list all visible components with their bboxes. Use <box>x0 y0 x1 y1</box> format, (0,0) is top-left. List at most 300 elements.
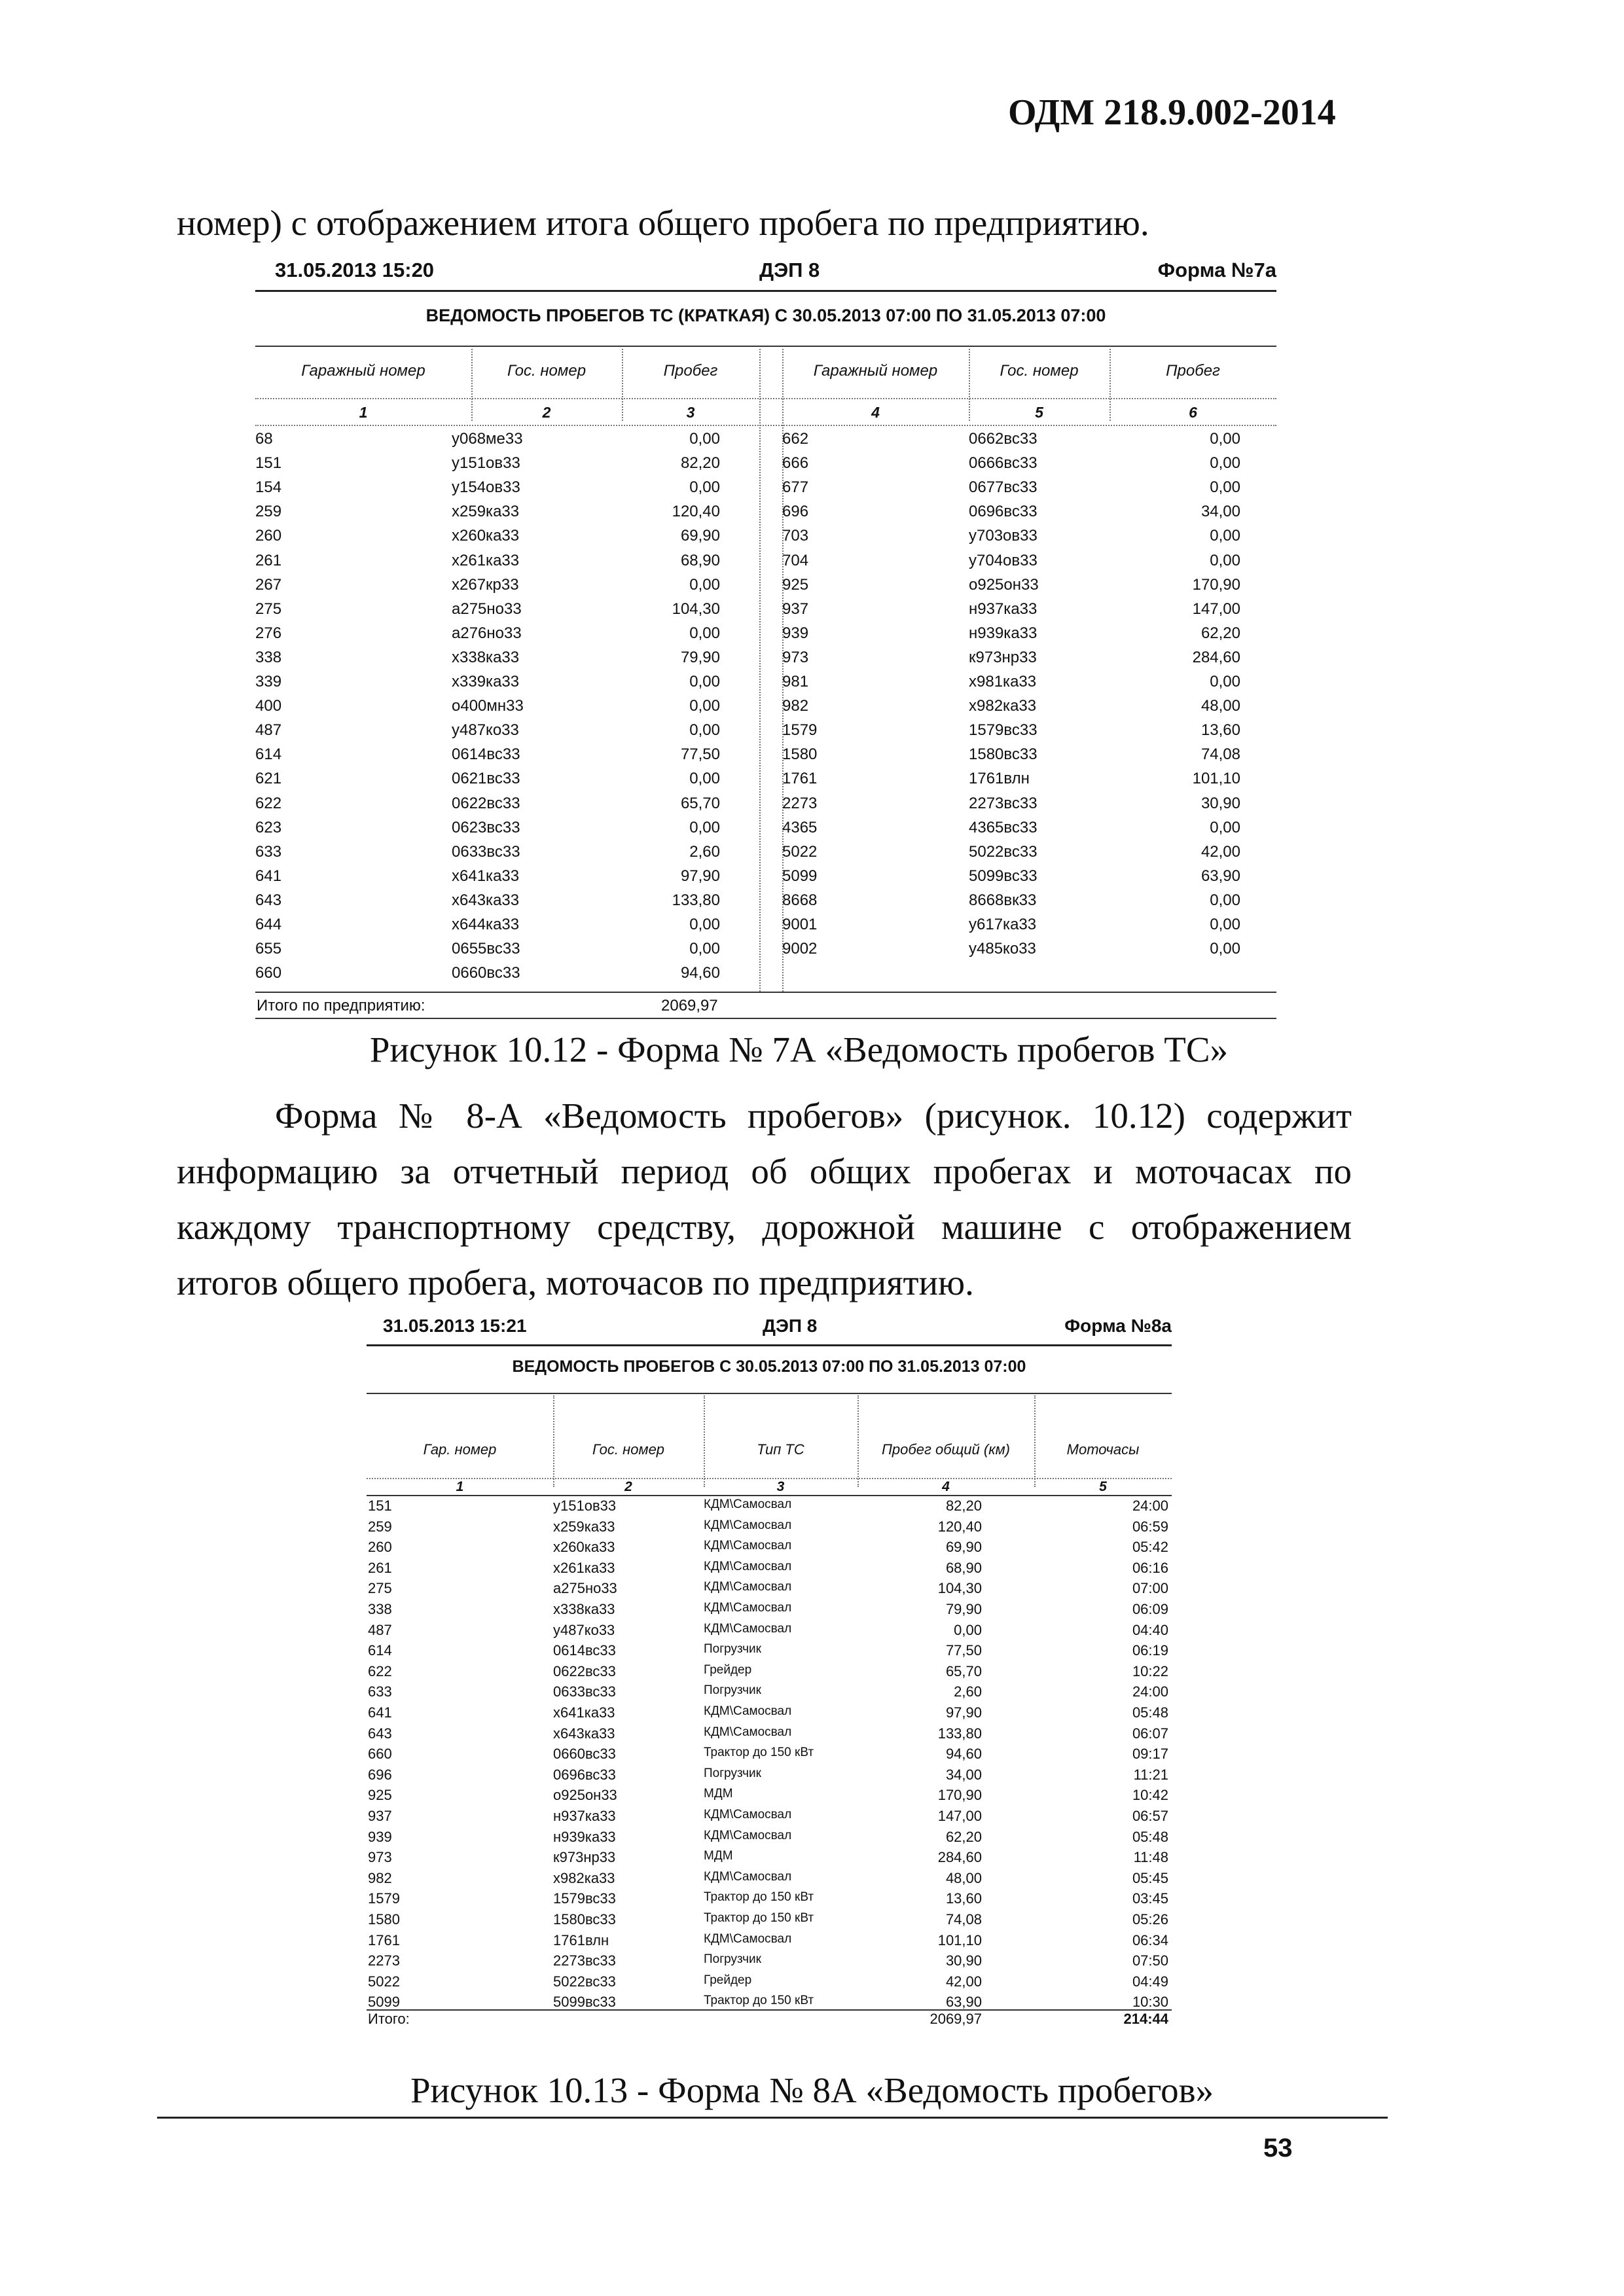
figure-caption-2 <box>0 2070 1624 2111</box>
table-cell: 133,80 <box>672 891 720 909</box>
table-cell: х981ка33 <box>969 673 1037 691</box>
form7-column-separator <box>759 349 761 992</box>
table-cell: 1580 <box>368 1911 400 1928</box>
table-cell: 30,90 <box>945 1952 982 1969</box>
table-cell: 261 <box>255 551 282 569</box>
table-cell: Трактор до 150 кВт <box>704 1890 814 1905</box>
form7-total-label: Итого по предприятию: <box>257 997 425 1014</box>
table-cell: 48,00 <box>1200 697 1240 715</box>
table-cell: 147,00 <box>937 1808 982 1824</box>
table-cell: 74,08 <box>1200 745 1240 764</box>
table-cell: 0,00 <box>689 721 720 740</box>
table-cell: 68,90 <box>680 551 720 569</box>
table-cell: 982 <box>368 1869 392 1886</box>
table-cell: 338 <box>255 648 282 666</box>
table-cell: 0,00 <box>1210 454 1240 473</box>
table-cell: о925он33 <box>969 575 1039 594</box>
table-cell: 275 <box>255 600 282 618</box>
table-cell: у487ко33 <box>553 1621 615 1638</box>
form7-title: ВЕДОМОСТЬ ПРОБЕГОВ ТС (КРАТКАЯ) С 30.05.2013 07:00 ПО 31.05.2013 07:00 <box>425 306 1106 325</box>
table-cell: 660 <box>368 1746 392 1763</box>
table-cell: к973нр33 <box>553 1849 616 1866</box>
table-cell: 339 <box>255 673 282 691</box>
form7-column-number: 5 <box>1035 404 1043 421</box>
table-cell: х261ка33 <box>452 551 520 569</box>
form8-form-number: Форма №8а <box>1064 1316 1172 1336</box>
table-cell: 42,00 <box>945 1973 982 1990</box>
form8-column-number: 3 <box>776 1479 785 1494</box>
table-cell: 1579 <box>368 1890 400 1907</box>
table-cell: 24:00 <box>1132 1498 1168 1514</box>
table-cell: КДМ\Самосвал <box>704 1559 792 1573</box>
table-cell: 660 <box>255 964 282 982</box>
table-cell: 170,90 <box>937 1787 982 1804</box>
table-cell: Трактор до 150 кВт <box>704 1746 814 1760</box>
table-cell: 276 <box>255 624 282 642</box>
table-cell: 2273 <box>782 794 818 812</box>
form7-colnum-divider <box>255 425 1276 426</box>
form-8a <box>367 1316 1172 2029</box>
paragraph-line-3: каждому транспортному средству, дорожной машине с отображением <box>177 1207 1352 1247</box>
table-cell: н937ка33 <box>553 1808 616 1824</box>
table-cell: х267кр33 <box>452 575 519 594</box>
table-cell: 42,00 <box>1200 842 1240 861</box>
table-cell: 0666вс33 <box>969 454 1038 473</box>
table-cell: 633 <box>368 1683 392 1700</box>
table-cell: у151ов33 <box>553 1498 617 1514</box>
table-cell: 0,00 <box>689 575 720 594</box>
table-cell: 1579вс33 <box>969 721 1038 740</box>
table-cell: Грейдер <box>704 1973 752 1987</box>
table-cell: Погрузчик <box>704 1952 761 1967</box>
table-cell: Трактор до 150 кВт <box>704 1994 814 2008</box>
table-cell: 2273вс33 <box>969 794 1038 812</box>
table-cell: 0,00 <box>689 916 720 933</box>
table-cell: н939ка33 <box>969 624 1038 642</box>
form8-title: ВЕДОМОСТЬ ПРОБЕГОВ С 30.05.2013 07:00 ПО 31.05.2013 07:00 <box>512 1357 1026 1376</box>
table-cell: у617ка33 <box>969 916 1037 933</box>
table-cell: 614 <box>255 745 282 764</box>
table-cell: 662 <box>782 430 809 448</box>
table-cell: Погрузчик <box>704 1683 761 1698</box>
table-cell: 1579вс33 <box>553 1890 616 1907</box>
table-cell: 0622вс33 <box>553 1662 616 1679</box>
form7-total-value: 2069,97 <box>661 997 718 1014</box>
table-cell: 260 <box>368 1539 392 1556</box>
table-cell: 1580вс33 <box>969 745 1038 764</box>
table-cell: КДМ\Самосвал <box>704 1498 792 1511</box>
table-cell: 0633вс33 <box>553 1683 616 1700</box>
table-cell: 2273 <box>368 1952 400 1969</box>
table-cell: 0,00 <box>1210 916 1240 933</box>
table-cell: у151ов33 <box>452 454 520 473</box>
table-cell: 133,80 <box>937 1725 982 1742</box>
table-cell: х259ка33 <box>553 1518 615 1535</box>
table-cell: 925 <box>782 575 809 594</box>
table-cell: 09:17 <box>1132 1746 1168 1763</box>
table-cell: 34,00 <box>1200 503 1240 521</box>
form7-top-rule <box>255 290 1276 292</box>
table-cell: 0,00 <box>689 697 720 715</box>
table-cell: 07:00 <box>1132 1580 1168 1597</box>
table-cell: 1580 <box>782 745 818 764</box>
table-cell: 94,60 <box>680 964 720 982</box>
table-cell: 259 <box>255 503 282 521</box>
table-cell: 0614вс33 <box>452 745 520 764</box>
table-cell: 68,90 <box>945 1559 982 1576</box>
table-cell: 0,00 <box>689 624 720 642</box>
table-cell: 05:26 <box>1132 1911 1168 1928</box>
table-cell: 62,20 <box>945 1828 982 1845</box>
paragraph-line-1: Форма № 8-А «Ведомость пробегов» (рисунок. 10.12) содержит <box>275 1096 1352 1136</box>
table-cell: 63,90 <box>1200 867 1240 885</box>
form7-column-number: 6 <box>1189 404 1197 421</box>
table-cell: 0,00 <box>954 1621 982 1638</box>
table-cell: 79,90 <box>680 648 720 666</box>
table-cell: 275 <box>368 1580 392 1597</box>
table-cell: о400мн33 <box>452 697 524 715</box>
table-cell: 65,70 <box>680 794 720 812</box>
table-cell: КДМ\Самосвал <box>704 1539 792 1553</box>
caption-2-text: Рисунок 10.13 - Форма № 8А «Ведомость пробегов» <box>410 2070 1214 2110</box>
table-cell: 5022 <box>782 842 818 861</box>
page-number: 53 <box>1263 2134 1293 2162</box>
table-cell: 0,00 <box>689 770 720 788</box>
table-cell: 82,20 <box>945 1498 982 1514</box>
form8-org: ДЭП 8 <box>763 1316 818 1336</box>
table-cell: 104,30 <box>937 1580 982 1597</box>
table-cell: 77,50 <box>680 745 720 764</box>
table-cell: 614 <box>368 1642 392 1659</box>
table-cell: 623 <box>255 818 282 836</box>
table-cell: КДМ\Самосвал <box>704 1725 792 1739</box>
table-cell: Грейдер <box>704 1662 752 1677</box>
table-cell: 10:30 <box>1132 1994 1168 2011</box>
table-cell: 284,60 <box>1192 648 1240 666</box>
table-cell: 5022вс33 <box>969 842 1038 861</box>
table-cell: МДМ <box>704 1787 733 1801</box>
form8-header-5: Моточасы <box>1066 1441 1140 1458</box>
table-cell: 147,00 <box>1192 600 1240 618</box>
table-cell: 704 <box>782 551 809 569</box>
table-cell: Погрузчик <box>704 1766 761 1780</box>
table-cell: 0614вс33 <box>553 1642 616 1659</box>
table-cell: а275но33 <box>553 1580 617 1597</box>
table-cell: 0633вс33 <box>452 842 520 861</box>
table-cell: 1761влн <box>969 770 1030 788</box>
table-cell: 0,00 <box>689 430 720 448</box>
table-cell: 284,60 <box>937 1849 982 1866</box>
table-cell: х260ка33 <box>452 527 520 545</box>
table-cell: 939 <box>368 1828 392 1845</box>
table-cell: 06:16 <box>1132 1559 1168 1576</box>
table-cell: 0662вс33 <box>969 430 1038 448</box>
table-cell: 2,60 <box>689 842 720 861</box>
table-cell: а276но33 <box>452 624 522 642</box>
form8-date: 31.05.2013 15:21 <box>383 1316 527 1336</box>
table-cell: н939ка33 <box>553 1828 616 1845</box>
form7-total-rule <box>255 992 1276 993</box>
table-cell: КДМ\Самосвал <box>704 1704 792 1718</box>
table-cell: 101,10 <box>937 1931 982 1948</box>
table-cell: 939 <box>782 624 809 642</box>
table-cell: 622 <box>368 1662 392 1679</box>
table-cell: х982ка33 <box>553 1869 615 1886</box>
table-cell: 06:19 <box>1132 1642 1168 1659</box>
form8-header-rule <box>367 1393 1172 1394</box>
table-cell: 82,20 <box>680 454 720 473</box>
table-cell: х641ка33 <box>452 867 520 885</box>
table-cell: 981 <box>782 673 809 691</box>
table-cell: 13,60 <box>1200 721 1240 740</box>
table-cell: 0,00 <box>1210 551 1240 569</box>
table-cell: 9001 <box>782 916 818 933</box>
paragraph-line-4: итогов общего пробега, моточасов по предприятию. <box>177 1263 974 1302</box>
table-cell: 487 <box>255 721 282 740</box>
table-cell: х982ка33 <box>969 697 1037 715</box>
table-cell: КДМ\Самосвал <box>704 1931 792 1946</box>
table-cell: 643 <box>368 1725 392 1742</box>
table-cell: 1761влн <box>553 1931 609 1948</box>
table-cell: КДМ\Самосвал <box>704 1808 792 1821</box>
table-cell: х641ка33 <box>553 1704 615 1721</box>
paragraph-line-2: информацию за отчетный период об общих пробегах и моточасах по <box>177 1151 1352 1191</box>
table-cell: 1761 <box>782 770 818 788</box>
table-cell: 1580вс33 <box>553 1911 616 1928</box>
form7-header-divider <box>255 398 1276 399</box>
table-cell: х339ка33 <box>452 673 520 691</box>
table-cell: 0,00 <box>689 478 720 497</box>
table-cell: 260 <box>255 527 282 545</box>
table-cell: 06:09 <box>1132 1601 1168 1617</box>
table-cell: 0,00 <box>1210 891 1240 909</box>
table-cell: 4365вс33 <box>969 818 1038 836</box>
table-cell: 04:49 <box>1132 1973 1168 1990</box>
table-cell: 644 <box>255 916 282 933</box>
table-cell: КДМ\Самосвал <box>704 1828 792 1842</box>
table-cell: 0677вс33 <box>969 478 1038 497</box>
form7-column-number: 4 <box>871 404 880 421</box>
table-cell: 69,90 <box>680 527 720 545</box>
table-cell: 621 <box>255 770 282 788</box>
form8-total-hours: 214:44 <box>1123 2011 1168 2027</box>
form7-header-1: Гаражный номер <box>301 362 425 380</box>
table-cell: 0,00 <box>1210 673 1240 691</box>
table-cell: 97,90 <box>680 867 720 885</box>
table-cell: 151 <box>255 454 282 473</box>
table-cell: 0621вс33 <box>452 770 520 788</box>
table-cell: 4365 <box>782 818 818 836</box>
table-cell: 170,90 <box>1192 575 1240 594</box>
form7-header-5: Гос. номер <box>1000 362 1079 380</box>
table-cell: 5022вс33 <box>553 1973 616 1990</box>
table-cell: 1579 <box>782 721 818 740</box>
table-cell: у487ко33 <box>452 721 519 740</box>
form7-header-2: Гос. номер <box>507 362 586 380</box>
form8-header-1: Гар. номер <box>423 1441 497 1458</box>
table-cell: 8668вк33 <box>969 891 1037 909</box>
table-cell: о925он33 <box>553 1787 617 1804</box>
table-cell: 677 <box>782 478 809 497</box>
form-7a <box>255 259 1276 1031</box>
table-cell: н937ка33 <box>969 600 1038 618</box>
table-cell: КДМ\Самосвал <box>704 1518 792 1532</box>
table-cell: 5022 <box>368 1973 400 1990</box>
table-cell: 06:07 <box>1132 1725 1168 1742</box>
table-cell: 06:57 <box>1132 1808 1168 1824</box>
table-cell: у485ко33 <box>969 940 1036 958</box>
table-cell: МДМ <box>704 1849 733 1863</box>
table-cell: 267 <box>255 575 282 594</box>
form7-form-number: Форма №7а <box>1157 259 1276 281</box>
table-cell: 0623вс33 <box>452 818 520 836</box>
table-cell: у703ов33 <box>969 527 1038 545</box>
table-cell: 982 <box>782 697 809 715</box>
form7-date: 31.05.2013 15:20 <box>275 259 435 281</box>
form8-column-number: 5 <box>1099 1479 1107 1494</box>
table-cell: 2,60 <box>954 1683 982 1700</box>
table-cell: 68 <box>255 430 273 448</box>
table-cell: 0696вс33 <box>969 503 1038 521</box>
table-cell: х643ка33 <box>553 1725 615 1742</box>
table-cell: 63,90 <box>945 1994 982 2011</box>
table-cell: 24:00 <box>1132 1683 1168 1700</box>
table-cell: 5099вс33 <box>969 867 1038 885</box>
table-cell: х338ка33 <box>553 1601 615 1617</box>
form8-column-number: 1 <box>456 1479 464 1494</box>
table-cell: 05:42 <box>1132 1539 1168 1556</box>
table-cell: 696 <box>368 1766 392 1783</box>
table-cell: 05:48 <box>1132 1704 1168 1721</box>
form7-column-number: 2 <box>542 404 551 421</box>
table-cell: 11:48 <box>1133 1849 1168 1866</box>
table-cell: 0696вс33 <box>553 1766 616 1783</box>
table-cell: 5099 <box>368 1994 400 2011</box>
table-cell: 0,00 <box>1210 940 1240 958</box>
form7-header-rule <box>255 346 1276 347</box>
body-paragraph <box>177 1088 1352 1310</box>
document-code: ОДМ 218.9.002-2014 <box>1008 92 1336 133</box>
table-cell: 9002 <box>782 940 818 958</box>
table-cell: 259 <box>368 1518 392 1535</box>
table-cell: 10:42 <box>1132 1787 1168 1804</box>
table-cell: 0660вс33 <box>452 964 520 982</box>
table-cell: 05:45 <box>1132 1869 1168 1886</box>
table-cell: 0660вс33 <box>553 1746 616 1763</box>
form7-header-6: Пробег <box>1166 362 1220 380</box>
table-cell: 0655вс33 <box>452 940 520 958</box>
table-cell: 48,00 <box>945 1869 982 1886</box>
table-cell: 10:22 <box>1132 1662 1168 1679</box>
table-cell: х261ка33 <box>553 1559 615 1576</box>
form7-column-number: 3 <box>686 404 695 421</box>
table-cell: 65,70 <box>945 1662 982 1679</box>
table-cell: КДМ\Самосвал <box>704 1580 792 1594</box>
table-cell: 937 <box>782 600 809 618</box>
form8-column-number: 2 <box>624 1479 632 1494</box>
form8-header-2: Гос. номер <box>592 1441 665 1458</box>
table-cell: х260ка33 <box>553 1539 615 1556</box>
table-cell: 641 <box>368 1704 392 1721</box>
table-cell: 261 <box>368 1559 392 1576</box>
table-cell: Погрузчик <box>704 1642 761 1657</box>
form7-org: ДЭП 8 <box>759 259 820 281</box>
table-cell: 622 <box>255 794 282 812</box>
form7-header-4: Гаражный номер <box>813 362 938 380</box>
table-cell: 655 <box>255 940 282 958</box>
form8-header-4: Пробег общий (км) <box>881 1441 1011 1458</box>
table-cell: 0,00 <box>1210 818 1240 836</box>
table-cell: 937 <box>368 1808 392 1824</box>
table-cell: 5099 <box>782 867 818 885</box>
table-cell: 0,00 <box>689 673 720 691</box>
table-cell: 07:50 <box>1132 1952 1168 1969</box>
figure-caption-1 <box>0 1029 1624 1070</box>
table-cell: 0,00 <box>1210 478 1240 497</box>
form8-colnum-divider <box>367 1495 1172 1496</box>
table-cell: 0,00 <box>689 940 720 958</box>
form8-header-3: Тип ТС <box>757 1441 804 1458</box>
table-cell: 74,08 <box>945 1911 982 1928</box>
form7-bottom-rule <box>255 1018 1276 1019</box>
caption-1-text: Рисунок 10.12 - Форма № 7А «Ведомость пробегов ТС» <box>369 1030 1229 1069</box>
intro-line: номер) с отображением итога общего пробега по предприятию. <box>177 203 1149 243</box>
table-cell: 101,10 <box>1192 770 1240 788</box>
table-cell: 30,90 <box>1200 794 1240 812</box>
table-cell: 13,60 <box>945 1890 982 1907</box>
form8-total-value: 2069,97 <box>929 2011 982 2027</box>
table-cell: 643 <box>255 891 282 909</box>
table-cell: 487 <box>368 1621 392 1638</box>
table-cell: 97,90 <box>945 1704 982 1721</box>
table-cell: 1761 <box>368 1931 400 1948</box>
table-cell: 69,90 <box>945 1539 982 1556</box>
table-cell: 62,20 <box>1200 624 1240 642</box>
table-cell: 0,00 <box>1210 430 1240 448</box>
table-cell: 03:45 <box>1132 1890 1168 1907</box>
table-cell: КДМ\Самосвал <box>704 1601 792 1615</box>
table-cell: у154ов33 <box>452 478 520 497</box>
table-cell: 0,00 <box>689 818 720 836</box>
table-cell: 0,00 <box>1210 527 1240 545</box>
table-cell: 77,50 <box>945 1642 982 1659</box>
table-cell: 06:34 <box>1132 1931 1168 1948</box>
table-cell: 120,40 <box>672 503 720 521</box>
table-cell: 06:59 <box>1132 1518 1168 1535</box>
table-cell: 8668 <box>782 891 818 909</box>
table-cell: 104,30 <box>672 600 720 618</box>
table-cell: 34,00 <box>945 1766 982 1783</box>
table-cell: 11:21 <box>1133 1766 1168 1783</box>
table-cell: 151 <box>368 1498 392 1514</box>
form7-header-3: Пробег <box>663 362 718 380</box>
table-cell: 5099вс33 <box>553 1994 616 2011</box>
table-cell: 925 <box>368 1787 392 1804</box>
table-cell: 973 <box>782 648 809 666</box>
table-cell: КДМ\Самосвал <box>704 1869 792 1884</box>
table-cell: КДМ\Самосвал <box>704 1621 792 1636</box>
form8-column-number: 4 <box>942 1479 950 1494</box>
table-cell: 641 <box>255 867 282 885</box>
table-cell: 633 <box>255 842 282 861</box>
table-cell: Трактор до 150 кВт <box>704 1911 814 1925</box>
table-cell: у704ов33 <box>969 551 1038 569</box>
table-cell: 04:40 <box>1132 1621 1168 1638</box>
table-cell: х643ка33 <box>452 891 520 909</box>
table-cell: 703 <box>782 527 809 545</box>
table-cell: 2273вс33 <box>553 1952 616 1969</box>
table-cell: х259ка33 <box>452 503 520 521</box>
